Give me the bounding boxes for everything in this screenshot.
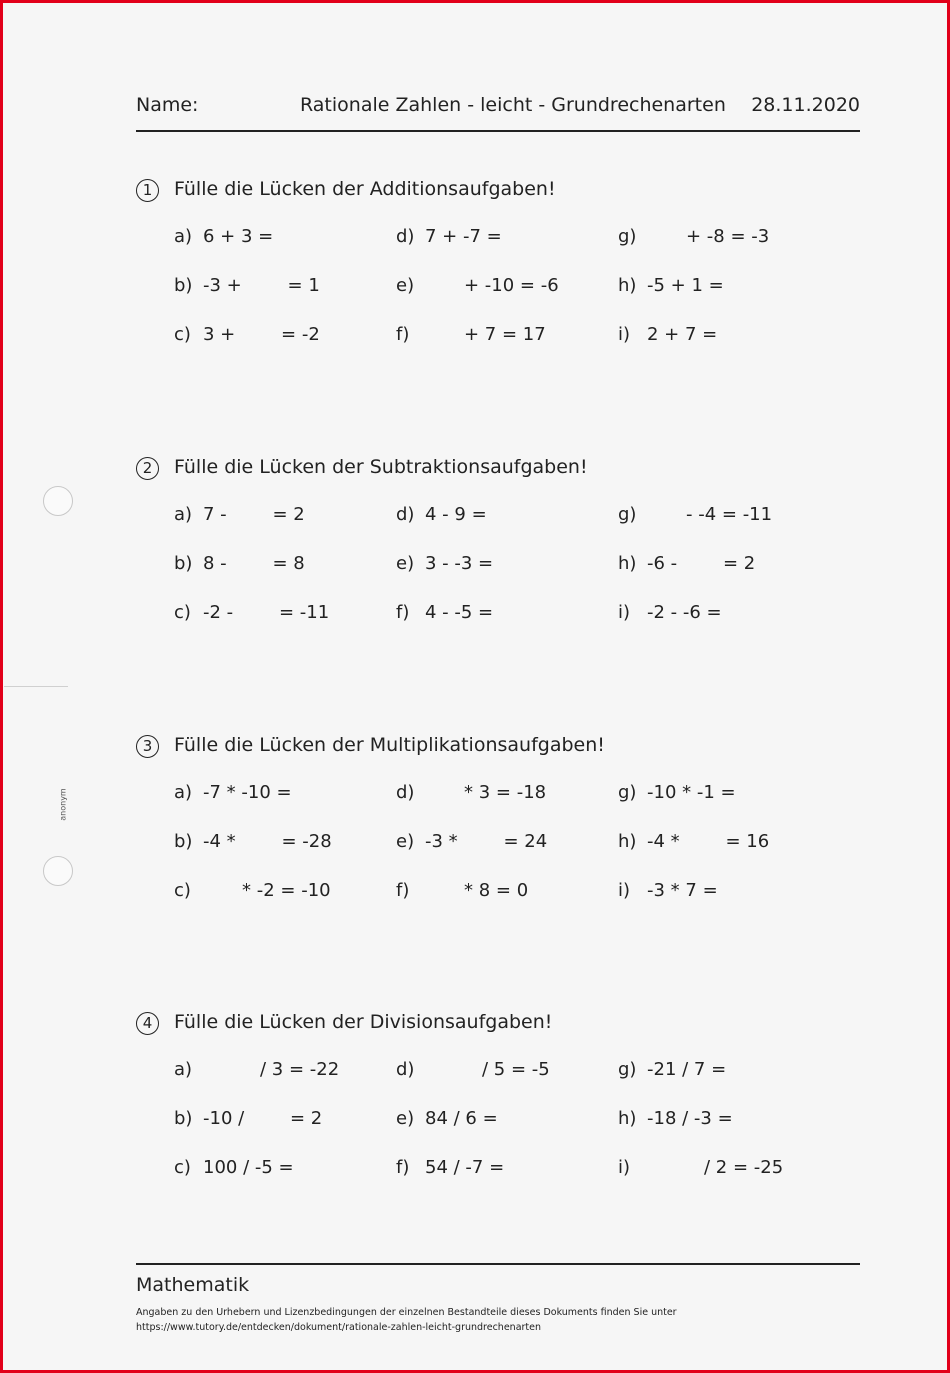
task-label: f) [396,324,410,345]
task-expression: - -4 = -11 [686,504,773,525]
task-expression: + -10 = -6 [464,275,559,296]
task-label: h) [618,275,637,296]
exercise-heading [136,734,860,764]
task-expression: / 5 = -5 [482,1059,550,1080]
task-label: g) [618,782,637,803]
task-expression: -2 - -6 = [647,602,722,623]
worksheet-header [136,92,860,132]
task-expression: -3 + = 1 [203,275,320,296]
task-expression: -3 * 7 = [647,880,718,901]
credits-text [136,1305,860,1335]
task-expression: -18 / -3 = [647,1108,733,1129]
worksheet-date: 28.11.2020 [751,94,860,116]
task-label: f) [396,1157,410,1178]
task-label: c) [174,1157,191,1178]
task-expression: + 7 = 17 [464,324,546,345]
task-label: c) [174,324,191,345]
task-expression: 4 - 9 = [425,504,487,525]
task-label: g) [618,504,637,525]
exercise-title: Fülle die Lücken der Additionsaufgaben! [174,178,556,200]
task-label: a) [174,782,193,803]
task-expression: * 3 = -18 [464,782,547,803]
subject-label: Mathematik [136,1274,250,1296]
exercise-section-3 [136,734,860,901]
task-label: g) [618,1059,637,1080]
task-expression: 6 + 3 = [203,226,274,247]
task-expression: / 3 = -22 [260,1059,340,1080]
task-expression: 54 / -7 = [425,1157,505,1178]
task-label: e) [396,553,415,574]
task-label: b) [174,831,193,852]
task-expression: -21 / 7 = [647,1059,727,1080]
task-expression: * 8 = 0 [464,880,529,901]
task-expression: -7 * -10 = [203,782,292,803]
task-label: f) [396,602,410,623]
fold-mark [4,686,68,687]
task-label: b) [174,275,193,296]
exercise-number: 3 [136,735,159,758]
task-label: d) [396,226,415,247]
task-label: h) [618,831,637,852]
task-expression: 7 - = 2 [203,504,305,525]
task-expression: 4 - -5 = [425,602,494,623]
task-expression: 100 / -5 = [203,1157,294,1178]
task-expression: -4 * = 16 [647,831,770,852]
task-label: e) [396,275,415,296]
task-label: a) [174,504,193,525]
task-label: i) [618,880,631,901]
task-expression: -2 - = -11 [203,602,330,623]
task-expression: + -8 = -3 [686,226,770,247]
task-label: a) [174,226,193,247]
task-expression: * -2 = -10 [242,880,331,901]
credits-line-2: https://www.tutory.de/entdecken/dokument/rationale-zahlen-leicht-grundrechenarten [136,1322,542,1333]
exercise-section-1 [136,178,860,345]
task-label: b) [174,553,193,574]
task-expression: -10 / = 2 [203,1108,323,1129]
credits-line-1: Angaben zu den Urhebern und Lizenzbedingungen der einzelnen Bestandteile dieses Dokuments finden Sie unter [136,1307,677,1318]
task-expression: / 2 = -25 [704,1157,784,1178]
task-expression: -5 + 1 = [647,275,724,296]
task-label: c) [174,602,191,623]
task-label: i) [618,324,631,345]
task-label: f) [396,880,410,901]
task-label: i) [618,602,631,623]
task-expression: 2 + 7 = [647,324,718,345]
exercise-number: 2 [136,457,159,480]
worksheet-footer [136,1263,860,1333]
task-expression: 7 + -7 = [425,226,502,247]
task-label: e) [396,1108,415,1129]
task-expression: -3 * = 24 [425,831,548,852]
task-label: b) [174,1108,193,1129]
task-label: h) [618,1108,637,1129]
task-label: e) [396,831,415,852]
exercise-section-4 [136,1011,860,1178]
task-label: g) [618,226,637,247]
exercise-title: Fülle die Lücken der Subtraktionsaufgaben! [174,456,588,478]
task-expression: -6 - = 2 [647,553,756,574]
exercise-number: 4 [136,1012,159,1035]
task-expression: -4 * = -28 [203,831,332,852]
exercise-heading [136,456,860,486]
task-label: d) [396,782,415,803]
punch-hole-top [43,486,73,516]
task-expression: -10 * -1 = [647,782,736,803]
task-label: d) [396,1059,415,1080]
exercise-section-2 [136,456,860,623]
task-expression: 3 - -3 = [425,553,494,574]
task-label: c) [174,880,191,901]
task-label: h) [618,553,637,574]
exercise-title: Fülle die Lücken der Divisionsaufgaben! [174,1011,553,1033]
task-label: a) [174,1059,193,1080]
task-expression: 3 + = -2 [203,324,320,345]
exercise-number: 1 [136,179,159,202]
name-label: Name: [136,94,199,116]
task-label: d) [396,504,415,525]
punch-hole-bottom [43,856,73,886]
exercise-title: Fülle die Lücken der Multiplikationsaufgaben! [174,734,605,756]
anonymous-label: anonym [58,788,68,821]
task-label: i) [618,1157,631,1178]
task-expression: 84 / 6 = [425,1108,498,1129]
task-expression: 8 - = 8 [203,553,305,574]
exercise-heading [136,178,860,208]
exercise-heading [136,1011,860,1041]
worksheet-title: Rationale Zahlen - leicht - Grundrechenarten [300,94,726,116]
